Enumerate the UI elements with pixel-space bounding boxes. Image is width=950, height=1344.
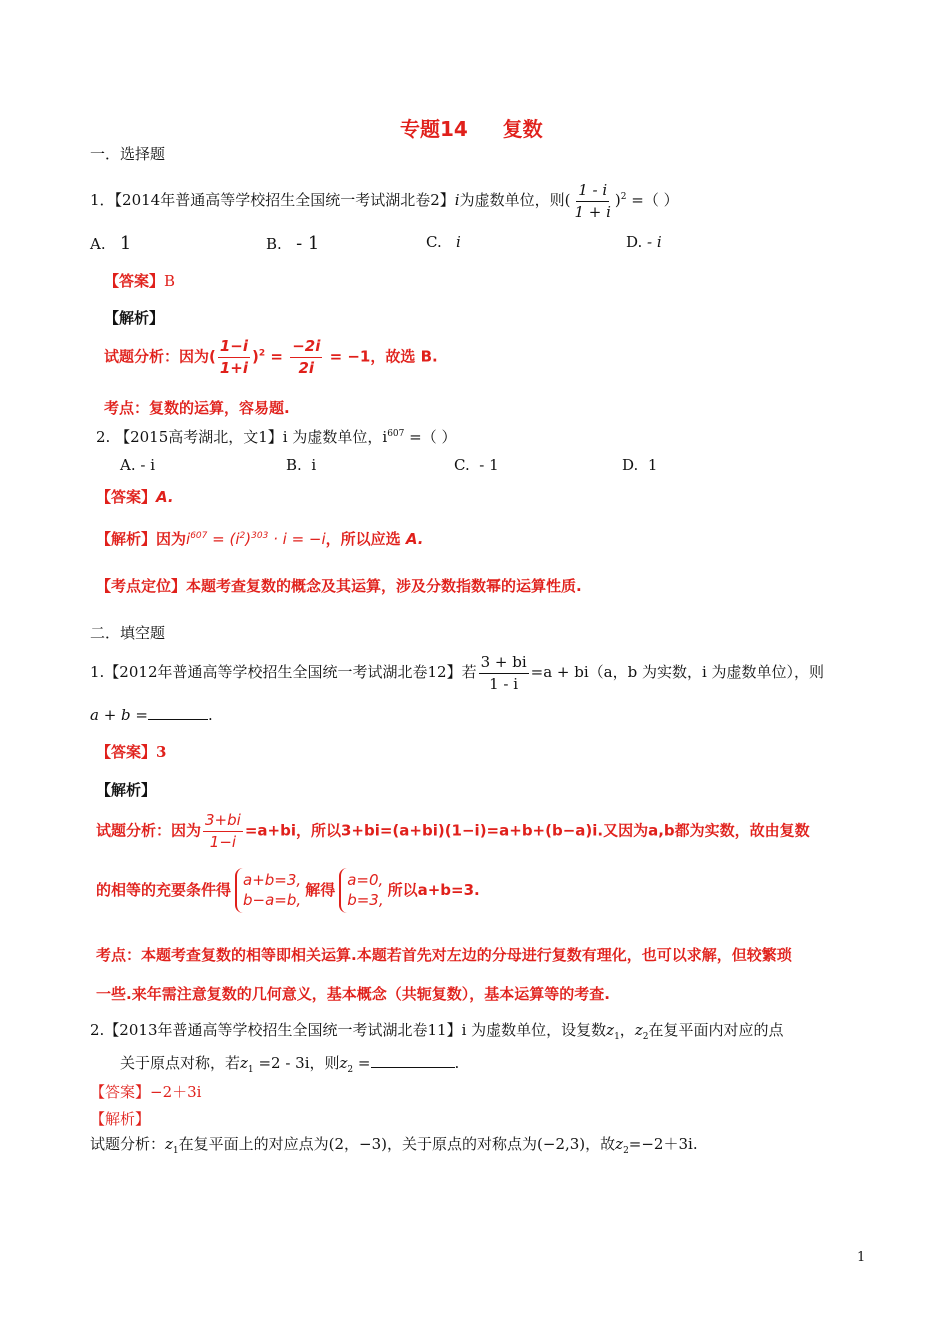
question-1-prefix: 1．【2014年普通高等学校招生全国统一考试湖北卷2】 [90,191,455,209]
page-title: 专题14 复数 [400,117,543,141]
fraction: $\frac{-2i}{2i}$ [292,337,321,377]
analysis-label: 【解析】 [96,781,157,799]
key-point: 考点：本题考查复数的相等即相关运算.本题若首先对左边的分母进行复数有理化，也可以求解，但较繁琐 [96,946,792,964]
question-2: 2. 【2015高考湖北，文1】i 为虚数单位，$i^{607}$ =（ ） [96,428,457,446]
fraction: $\frac{1-i}{1+i}$ [219,337,249,377]
fill-question-2-line2: 关于原点对称，若$z_1 =2 - 3i$，则$z_2$ = . [120,1054,460,1075]
answer: 【答案】A. [96,488,174,506]
question-1: 1．【2014年普通高等学校招生全国统一考试湖北卷2】i为虚数单位，则( $\frac{1 - i}{1 + i}$ )$^2$ =（ ） [90,181,679,221]
analysis-label: 【解析】 [90,1110,151,1128]
option-a: A. 1 [90,233,132,254]
fill-question-1-line2: a + b = . [90,706,213,724]
question-1-end: =（ ） [631,191,679,209]
equation-system: a+b=3, b−a=b, [235,868,301,913]
fill-question-1: 1.【2012年普通高等学校招生全国统一考试湖北卷12】若 $\frac{3 + bi}{1 - i}$ =a + bi（a，b 为实数，i 为虚数单位），则 [90,653,825,693]
page-number: 1 [857,1250,866,1265]
analysis: 试题分析：因为 $\frac{3+bi}{1-i}$ =a+bi，所以3+bi=(a+bi)(1−i)=a+b+(b−a)i.又因为a,b都为实数，故由复数 [96,811,810,851]
option-a: A. - i [120,456,156,474]
fraction: $\frac{3 + bi}{1 - i}$ [480,653,527,693]
option-d: D. - i [626,233,662,251]
answer: 【答案】3 [96,743,167,761]
analysis-label: 【解析】 [104,309,165,327]
analysis: 【解析】因为$i^{607} = (i^2)^{303} \cdot i = -i$，所以应选 A. [96,530,424,548]
option-b: B. i [286,456,317,474]
section-heading-fill: 二．填空题 [90,624,166,642]
analysis: 试题分析：$z_1$在复平面上的对应点为(2，−3)，关于原点的对称点为(−2,3)，故$z_2=-2+3i$. [90,1135,698,1156]
answer: 【答案】−2＋3i [90,1083,202,1101]
analysis-line2: 的相等的充要条件得 a+b=3, b−a=b, 解得 a=0, b=3, 所以a+b=3. [96,868,480,913]
imag-unit: i [454,191,460,209]
key-point-line2: 一些.来年需注意复数的几何意义，基本概念（共轭复数），基本运算等的考查. [96,985,610,1003]
answer-blank [371,1066,455,1068]
analysis: 试题分析：因为( $\frac{1-i}{1+i}$ )$^2$ = $\frac{-2i}{2i}$ = −1，故选 B. [104,337,438,377]
fraction: $\frac{1 - i}{1 + i}$ [574,181,611,221]
question-1-stem: 为虚数单位，则( [459,191,571,209]
answer-blank [148,718,208,720]
answer: 【答案】B [104,272,176,290]
option-c: C. i [426,233,461,251]
key-point: 【考点定位】本题考查复数的概念及其运算，涉及分数指数幂的运算性质. [96,577,582,595]
fraction: $\frac{3+bi}{1-i}$ [205,811,241,851]
key-point: 考点：复数的运算，容易题. [104,399,290,417]
fill-question-2: 2.【2013年普通高等学校招生全国统一考试湖北卷11】i 为虚数单位，设复数$z_1$，$z_2$在复平面内对应的点 [90,1021,784,1042]
option-c: C. - 1 [454,456,499,474]
option-b: B. - 1 [266,233,320,254]
equation-system: a=0, b=3, [339,868,383,913]
option-d: D. 1 [622,456,658,474]
section-heading-choice: 一．选择题 [90,145,166,163]
